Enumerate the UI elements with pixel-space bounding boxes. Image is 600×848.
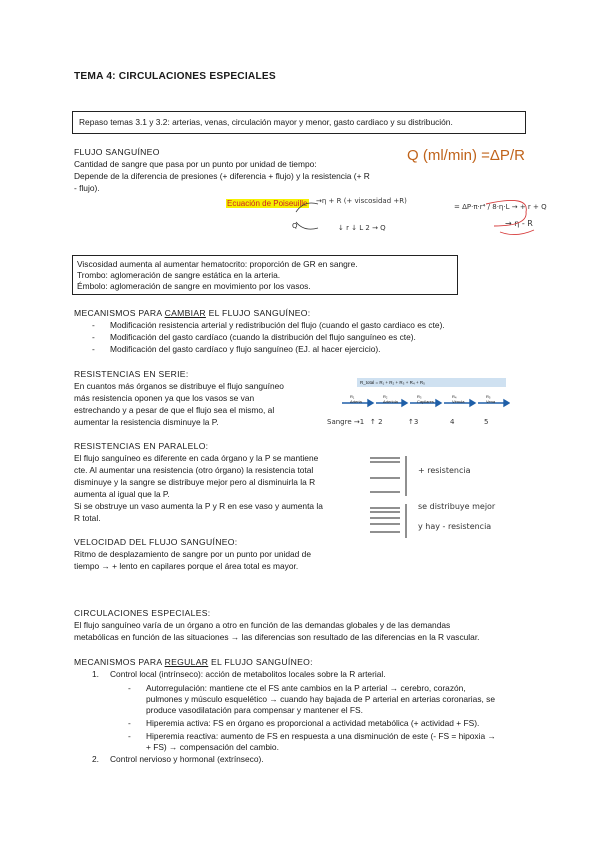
serie-heading: RESISTENCIAS EN SERIE: xyxy=(74,369,189,379)
mr-item-1: Control local (intrínseco): acción de metabolitos locales sobre la R arterial. xyxy=(110,669,386,679)
serie-line2: más resistencia oponen ya que los vasos se van xyxy=(74,393,255,403)
mc-u: CAMBIAR xyxy=(164,308,206,318)
viscosity-box xyxy=(72,255,458,295)
flujo-line1: Cantidad de sangre que pasa por un punto por unidad de tiempo: xyxy=(74,159,317,169)
serie-arrowhead-4 xyxy=(470,400,475,406)
mc-post: EL FLUJO SANGUÍNEO: xyxy=(205,308,311,318)
velocidad-line1: Ritmo de desplazamiento de sangre por un punto por unidad de xyxy=(74,549,311,559)
serie-hand-label: Sangre →1 xyxy=(327,418,365,426)
circ-line2: metabólicas en función de las situaciones → las diferencias son resultado de las diferencias en la R vascular. xyxy=(74,632,480,642)
paralelo-hand-1: + resistencia xyxy=(418,466,471,475)
hw-curve-1 xyxy=(296,203,318,212)
paralelo-line3: disminuye y la sangre se distribuye mejor pero al disminuirla la R xyxy=(74,477,316,487)
serie-label-4: R₄ Vénula xyxy=(452,394,465,404)
serie-arrowhead-5 xyxy=(504,400,509,406)
review-text: Repaso temas 3.1 y 3.2: arterias, venas, circulación mayor y menor, gasto cardiaco y su distribución. xyxy=(79,117,453,127)
mr-sub3-line2: + FS) → compensación del cambio. xyxy=(146,742,279,752)
serie-label-1: R₁ Arteria xyxy=(350,394,362,404)
viscosity-line3: Émbolo: aglomeración de sangre en movimiento por los vasos. xyxy=(77,281,311,291)
hw-eq1: →η + R (+ viscosidad +R) xyxy=(316,197,407,205)
viscosity-line2: Trombo: aglomeración de sangre estática en la arteria. xyxy=(77,270,281,280)
mr-pre: MECANISMOS PARA xyxy=(74,657,165,667)
flujo-heading: FLUJO SANGUÍNEO xyxy=(74,147,160,157)
serie-line4: aumentar la resistencia disminuye la P. xyxy=(74,417,219,427)
serie-label-3: R₃ Capilares xyxy=(417,394,434,404)
page-title: TEMA 4: CIRCULACIONES ESPECIALES xyxy=(74,71,276,82)
mc-item-2: Modificación del gasto cardíaco (cuando la distribución del flujo sanguíneo es cte). xyxy=(110,332,416,342)
mc-pre: MECANISMOS PARA xyxy=(74,308,165,318)
mr-sub1-line3: produce vasodilatación para compensar y mantener el FS. xyxy=(146,705,363,715)
velocidad-heading: VELOCIDAD DEL FLUJO SANGUÍNEO: xyxy=(74,537,238,547)
paralelo-heading: RESISTENCIAS EN PARALELO: xyxy=(74,441,209,451)
serie-hand-3: 4 xyxy=(450,418,455,426)
serie-arrowhead-2 xyxy=(402,400,407,406)
flujo-line2: Depende de la diferencia de presiones (+ diferencia + flujo) y la resistencia (+ R xyxy=(74,171,370,181)
mr-num-1: 1. xyxy=(92,669,99,679)
serie-hand-2: ↑3 xyxy=(408,418,419,426)
mecanismos-regular-heading xyxy=(74,657,313,668)
mr-post: EL FLUJO SANGUÍNEO: xyxy=(208,657,313,667)
poiseuille-label: Ecuación de Poiseuille xyxy=(227,199,308,208)
paralelo-sketch xyxy=(366,452,416,544)
hw-red-arrow xyxy=(500,230,534,235)
serie-hand-4: 5 xyxy=(484,418,489,426)
mr-sub2-line1: Hiperemia activa: FS en órgano es proporcional a actividad metabólica (+ actividad + FS). xyxy=(146,718,480,728)
paralelo-hand-2: se distribuye mejor xyxy=(418,502,496,511)
mc-bullet-2: - xyxy=(92,332,95,342)
serie-diagram-top: R_total = R₁ + R₂ + R₃ + R₄ + R₅ xyxy=(357,378,506,387)
paralelo-line1: El flujo sanguíneo es diferente en cada órgano y la P se mantiene xyxy=(74,453,319,463)
mc-bullet-3: - xyxy=(92,344,95,354)
mr-sub3-line1: Hiperemia reactiva: aumento de FS en respuesta a una disminución de este (- FS = hipoxia → xyxy=(146,731,496,741)
flujo-line3: - flujo). xyxy=(74,183,100,193)
paralelo-line2: cte. Al aumentar una resistencia (otro órgano) la resistencia total xyxy=(74,465,314,475)
poiseuille-sketch xyxy=(290,192,550,240)
paralelo-hand-3: y hay - resistencia xyxy=(418,522,492,531)
mr-sub-bullet-3: - xyxy=(128,731,131,741)
hw-eq4: → η - R xyxy=(505,219,533,228)
flow-formula: Q (ml/min) =ΔP/R xyxy=(407,147,525,164)
mecanismos-cambiar-heading xyxy=(74,308,310,319)
circ-heading: CIRCULACIONES ESPECIALES: xyxy=(74,608,211,618)
paralelo-line4: aumenta al igual que la P. xyxy=(74,489,170,499)
hw-curve-2 xyxy=(296,222,318,229)
mr-sub-bullet-2: - xyxy=(128,718,131,728)
mr-item-2: Control nervioso y hormonal (extrínseco). xyxy=(110,754,264,764)
serie-line1: En cuantos más órganos se distribuye el flujo sanguíneo xyxy=(74,381,284,391)
mc-bullet-1: - xyxy=(92,320,95,330)
mr-sub1-line1: Autorregulación: mantiene cte el FS ante cambios en la P arterial → cerebro, corazón, xyxy=(146,683,466,693)
review-box xyxy=(72,111,526,134)
viscosity-line1: Viscosidad aumenta al aumentar hematocrito: proporción de GR en sangre. xyxy=(77,259,358,269)
velocidad-line2: tiempo → + lento en capilares porque el área total es mayor. xyxy=(74,561,299,571)
paralelo-line6: R total. xyxy=(74,513,101,523)
mc-item-3: Modificación del gasto cardíaco y flujo sanguíneo (EJ. al hacer ejercicio). xyxy=(110,344,381,354)
paralelo-line5: Si se obstruye un vaso aumenta la P y R en ese vaso y aumenta la xyxy=(74,501,323,511)
serie-label-5: R₅ Vena xyxy=(486,394,496,404)
serie-arrowhead-3 xyxy=(436,400,441,406)
serie-hand-1: ↑ 2 xyxy=(370,418,383,426)
serie-label-2: R₂ Arteriola xyxy=(383,394,398,404)
serie-line3: estrechando y a pesar de que el flujo sea el mismo, al xyxy=(74,405,275,415)
hw-red-loop xyxy=(486,200,526,226)
hw-eq3: ↓ r ↓ L 2 → Q xyxy=(338,224,386,232)
hw-eq2: = ΔP·π·r⁴ / 8·η·L → + r + Q xyxy=(454,203,547,211)
circ-line1: El flujo sanguíneo varía de un órgano a otro en función de las demandas globales y de las demandas xyxy=(74,620,451,630)
hw-prefix: Q xyxy=(292,222,298,230)
mc-item-1: Modificación resistencia arterial y redistribución del flujo (cuando el gasto cardiaco es cte). xyxy=(110,320,445,330)
mr-u: REGULAR xyxy=(164,657,209,667)
mr-num-2: 2. xyxy=(92,754,99,764)
serie-arrowhead-1 xyxy=(368,400,373,406)
mr-sub-bullet-1: - xyxy=(128,683,131,693)
mr-sub1-line2: pulmones y músculo esquelético → cuando hay bajada de P arterial en arterias coronarias, se xyxy=(146,694,496,704)
